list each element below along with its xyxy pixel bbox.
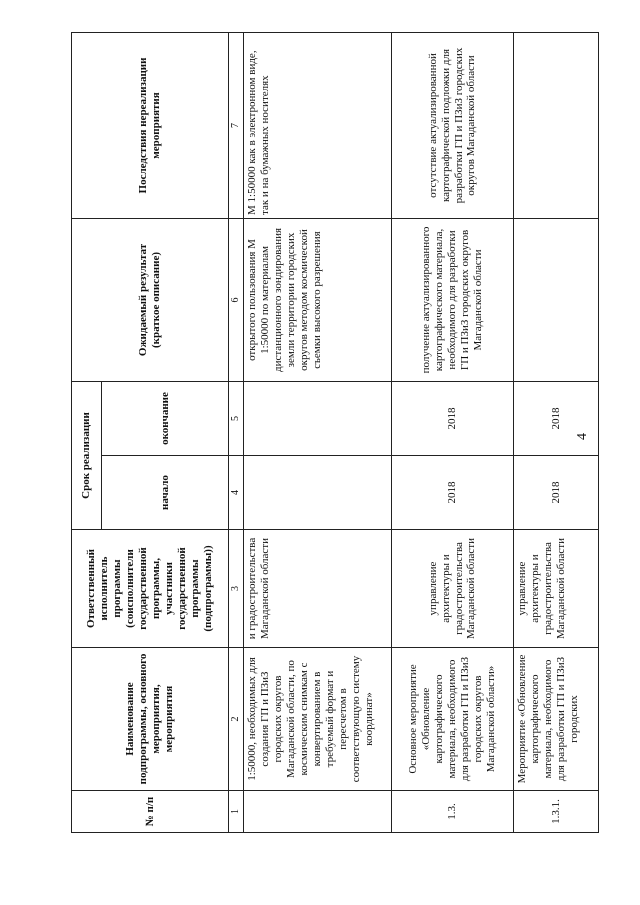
row-end	[244, 381, 392, 455]
row-executor: управление архитектуры и градостроительства Магаданской области	[514, 530, 599, 648]
column-index: 1	[229, 791, 244, 833]
row-result: открытого пользования М 1:50000 по материалам дистанционного зондирования земли территории городских округов методом космической съемки высокого разрешения	[244, 218, 392, 381]
row-result	[514, 218, 599, 381]
row-executor: и градостроительства Магаданской области	[244, 530, 392, 648]
header-consequences: Последствия нереализации мероприятия	[72, 32, 229, 218]
row-consequences: отсутствие актуализированной картографической подложки для разработки ГП и ПЗиЗ городских округов Магаданской области	[392, 32, 514, 218]
header-period: Срок реализации	[72, 381, 102, 529]
measures-table	[71, 32, 599, 833]
column-index: 2	[229, 648, 244, 791]
header-end: окончание	[102, 381, 229, 455]
row-end: 2018	[392, 381, 514, 455]
header-result: Ожидаемый результат (краткое описание)	[72, 218, 229, 381]
row-num: 1.3.1.	[514, 791, 599, 833]
row-consequences: М 1:50000 как в электронном виде, так и на бумажных носителях	[244, 32, 392, 218]
column-index: 3	[229, 530, 244, 648]
table-row	[514, 32, 599, 832]
header-start: начало	[102, 456, 229, 530]
row-name: 1:50000, необходимых для создания ГП и ПЗиЗ городских округов Магаданской области, по космическим снимкам с конвертированием в требуемый формат и пересчетом в соответствующую систему координат»	[244, 648, 392, 791]
row-start: 2018	[392, 456, 514, 530]
row-num: 1.3.	[392, 791, 514, 833]
row-result: получение актуализированного картографического материала, необходимого для разработки ГП и ПЗиЗ городских округов Магаданской области	[392, 218, 514, 381]
column-index: 4	[229, 456, 244, 530]
header-executor: Ответственный исполнитель программы (соисполнители государственной программы, участники государственной программы (подпрограммы))	[72, 530, 229, 648]
column-index-row	[229, 32, 244, 832]
column-index: 7	[229, 32, 244, 218]
column-index: 5	[229, 381, 244, 455]
table-row	[244, 32, 392, 832]
row-name: Мероприятие «Обновление картографического материала, необходимого для разработки ГП и ПЗиЗ городских	[514, 648, 599, 791]
row-num	[244, 791, 392, 833]
header-num: № п/п	[72, 791, 229, 833]
row-name: Основное мероприятие «Обновление картографического материала, необходимого для разработки ГП и ПЗиЗ городских округов Магаданской области»	[392, 648, 514, 791]
page-number: 4	[575, 433, 590, 440]
header-name: Наименование подпрограммы, основного мероприятия, мероприятия	[72, 648, 229, 791]
row-consequences	[514, 32, 599, 218]
row-end: 2018	[514, 381, 599, 455]
row-start	[244, 456, 392, 530]
row-start: 2018	[514, 456, 599, 530]
column-index: 6	[229, 218, 244, 381]
rotated-page	[71, 33, 591, 833]
table-row	[392, 32, 514, 832]
row-executor: управление архитектуры и градостроительства Магаданской области	[392, 530, 514, 648]
